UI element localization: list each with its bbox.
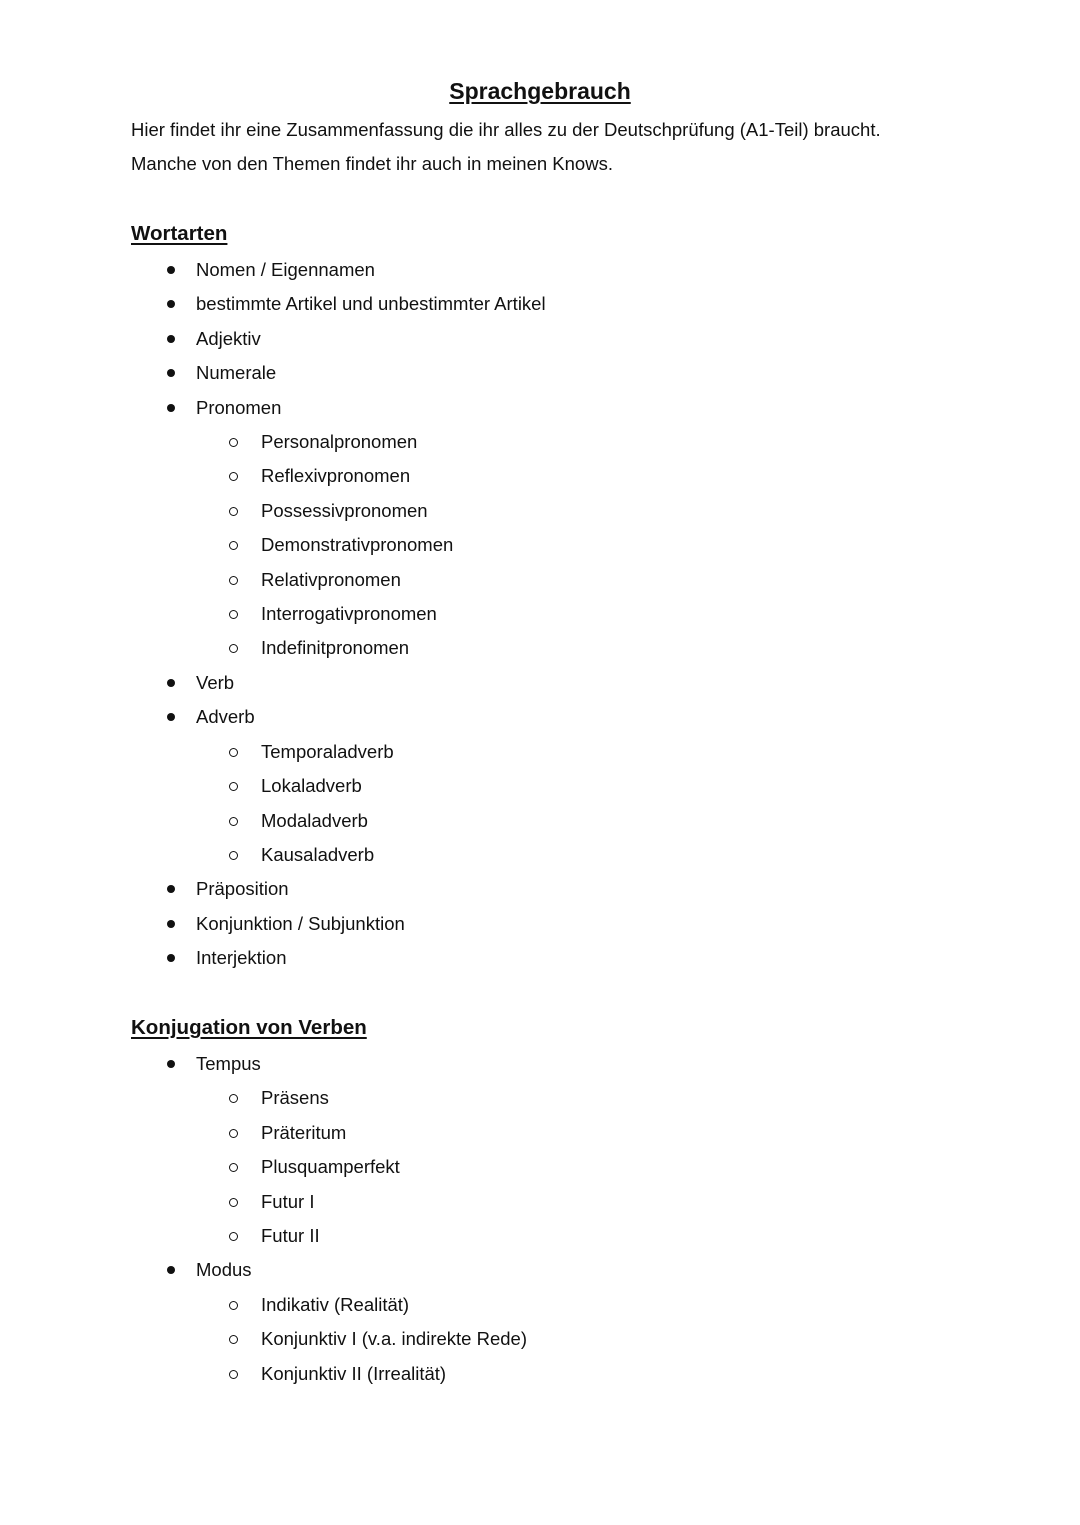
sub-list-item: [196, 1322, 1031, 1356]
sub-list-item: [196, 804, 1031, 838]
sub-bullet-list: [196, 1288, 1031, 1391]
sub-list-item: [196, 425, 1031, 459]
hollow-bullet-icon: [229, 748, 238, 757]
hollow-bullet-icon: [229, 1094, 238, 1103]
list-item: [131, 322, 1031, 356]
hollow-bullet-icon: [229, 1335, 238, 1344]
filled-bullet-icon: [167, 885, 175, 893]
sub-list-item-label: Interrogativpronomen: [261, 603, 437, 625]
sub-bullet-list: [196, 425, 1031, 666]
filled-bullet-icon: [167, 300, 175, 308]
hollow-bullet-icon: [229, 1370, 238, 1379]
list-item: [131, 253, 1031, 287]
hollow-bullet-icon: [229, 541, 238, 550]
sub-list-item: [196, 1150, 1031, 1184]
list-item: [131, 287, 1031, 321]
filled-bullet-icon: [167, 920, 175, 928]
sub-list-item-label: Präsens: [261, 1087, 329, 1109]
filled-bullet-icon: [167, 266, 175, 274]
hollow-bullet-icon: [229, 438, 238, 447]
section-konjugation-von-verben: [131, 1011, 1031, 1391]
hollow-bullet-icon: [229, 1129, 238, 1138]
sub-list-item-label: Modaladverb: [261, 809, 368, 831]
list-item-label: Tempus: [196, 1053, 261, 1074]
sub-list-item: [196, 528, 1031, 562]
list-item: [131, 1047, 1031, 1253]
list-item: [131, 1253, 1031, 1391]
hollow-bullet-icon: [229, 1301, 238, 1310]
sub-list-item-label: Plusquamperfekt: [261, 1156, 400, 1178]
sub-list-item-label: Präteritum: [261, 1121, 347, 1143]
hollow-bullet-icon: [229, 1232, 238, 1241]
list-item: [131, 907, 1031, 941]
hollow-bullet-icon: [229, 782, 238, 791]
filled-bullet-icon: [167, 679, 175, 687]
hollow-bullet-icon: [229, 817, 238, 826]
hollow-bullet-icon: [229, 472, 238, 481]
list-item-label: Numerale: [196, 362, 277, 384]
sub-list-item-label: Indefinitpronomen: [261, 637, 410, 659]
list-item-label: bestimmte Artikel und unbestimmter Artikel: [196, 293, 546, 315]
list-item-label: Nomen / Eigennamen: [196, 259, 375, 280]
hollow-bullet-icon: [229, 644, 238, 653]
hollow-bullet-icon: [229, 851, 238, 860]
sub-list-item: [196, 1219, 1031, 1253]
list-item: [131, 356, 1031, 390]
sub-bullet-list: [196, 735, 1031, 873]
list-item-label: Pronomen: [196, 396, 282, 418]
sub-list-item-label: Indikativ (Realität): [261, 1293, 410, 1315]
sub-list-item: [196, 459, 1031, 493]
sub-list-item-label: Futur II: [261, 1225, 320, 1247]
sub-list-item: [196, 769, 1031, 803]
sub-list-item: [196, 563, 1031, 597]
filled-bullet-icon: [167, 404, 175, 412]
sub-list-item-label: Konjunktiv II (Irrealität): [261, 1362, 447, 1384]
filled-bullet-icon: [167, 1266, 175, 1274]
hollow-bullet-icon: [229, 507, 238, 516]
hollow-bullet-icon: [229, 576, 238, 585]
bullet-list: [131, 1047, 1031, 1391]
filled-bullet-icon: [167, 335, 175, 343]
sub-list-item-label: Reflexivpronomen: [261, 465, 411, 487]
list-item-label: Präposition: [196, 878, 289, 900]
hollow-bullet-icon: [229, 610, 238, 619]
sub-list-item-label: Kausaladverb: [261, 843, 375, 865]
list-item-label: Verb: [196, 671, 235, 693]
sub-list-item: [196, 494, 1031, 528]
list-item: [131, 872, 1031, 906]
section-heading: Konjugation von Verben: [131, 1016, 367, 1039]
list-item-label: Konjunktion / Subjunktion: [196, 912, 405, 934]
intro-line-1: Hier findet ihr eine Zusammenfassung die ihr alles zu der Deutschprüfung (A1-Teil) braucht.: [131, 119, 881, 140]
sub-list-item: [196, 631, 1031, 665]
list-item-label: Adjektiv: [196, 327, 261, 349]
section-heading: Wortarten: [131, 222, 228, 245]
hollow-bullet-icon: [229, 1198, 238, 1207]
sub-bullet-list: [196, 1081, 1031, 1253]
list-item-label: Modus: [196, 1259, 252, 1281]
sub-list-item-label: Possessivpronomen: [261, 499, 428, 521]
filled-bullet-icon: [167, 954, 175, 962]
sub-list-item-label: Personalpronomen: [261, 431, 418, 453]
sub-list-item-label: Temporaladverb: [261, 740, 394, 762]
hollow-bullet-icon: [229, 1163, 238, 1172]
sub-list-item-label: Futur I: [261, 1190, 315, 1212]
filled-bullet-icon: [167, 713, 175, 721]
list-item: [131, 666, 1031, 700]
sub-list-item-label: Lokaladverb: [261, 775, 362, 797]
sub-list-item: [196, 1357, 1031, 1391]
sub-list-item-label: Relativpronomen: [261, 568, 401, 590]
sub-list-item-label: Demonstrativpronomen: [261, 534, 454, 556]
list-item-label: Interjektion: [196, 947, 287, 969]
sub-list-item: [196, 597, 1031, 631]
sub-list-item: [196, 1081, 1031, 1115]
list-item: [131, 941, 1031, 975]
sub-list-item: [196, 1288, 1031, 1322]
section-wortarten: [131, 217, 1031, 976]
sub-list-item: [196, 1116, 1031, 1150]
sub-list-item: [196, 1185, 1031, 1219]
sub-list-item-label: Konjunktiv I (v.a. indirekte Rede): [261, 1328, 527, 1350]
bullet-list: [131, 253, 1031, 976]
sub-list-item: [196, 838, 1031, 872]
intro-line-2: Manche von den Themen findet ihr auch in meinen Knows.: [131, 153, 613, 174]
list-item-label: Adverb: [196, 706, 255, 728]
filled-bullet-icon: [167, 369, 175, 377]
filled-bullet-icon: [167, 1060, 175, 1068]
list-item: [131, 700, 1031, 872]
sub-list-item: [196, 735, 1031, 769]
list-item: [131, 391, 1031, 666]
page-title: Sprachgebrauch: [449, 78, 631, 104]
